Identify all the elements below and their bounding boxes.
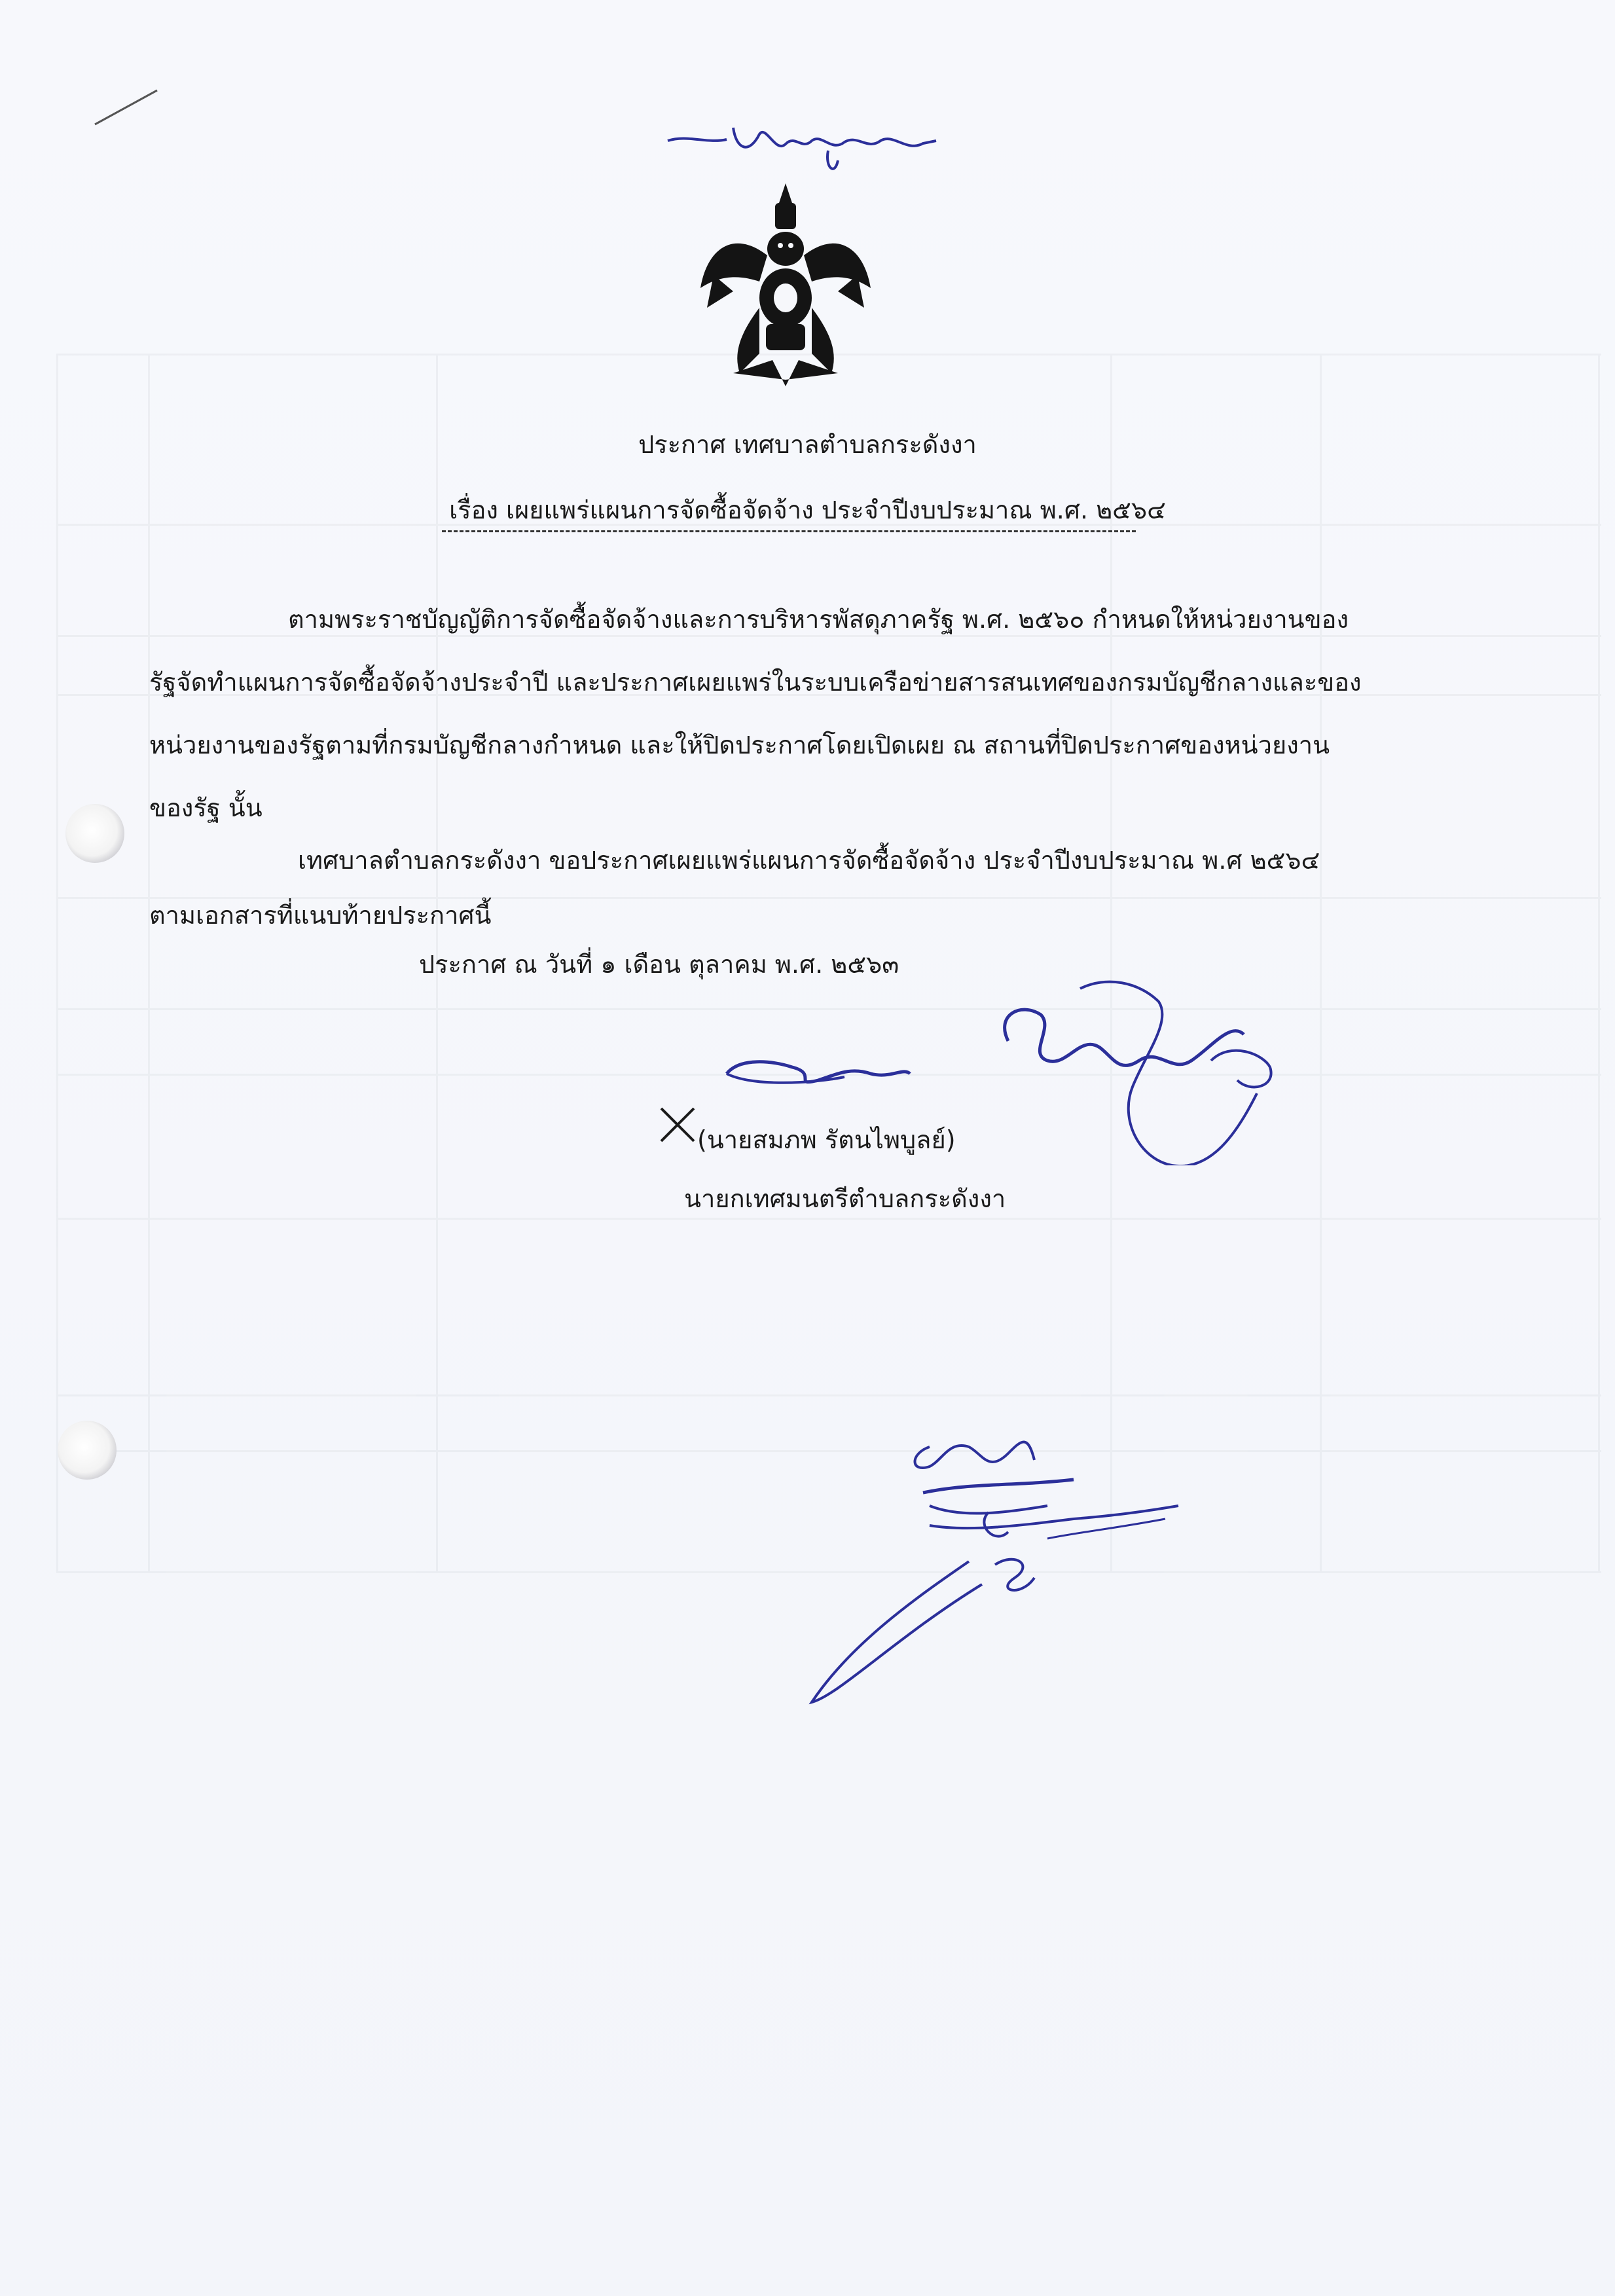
paragraph1-line4: ของรัฐ นั้น [149, 793, 263, 822]
checker-initials-mark [799, 1421, 1205, 1722]
punch-hole-icon [65, 804, 124, 863]
garuda-emblem-icon [694, 177, 877, 393]
announcement-subject: เรื่อง เผยแพร่แผนการจัดซื้อจัดจ้าง ประจำปีงบประมาณ พ.ศ. ๒๕๖๔ [449, 496, 1166, 524]
pen-stroke-mark [92, 85, 164, 131]
paragraph2-line2: ตามเอกสารที่แนบท้ายประกาศนี้ [149, 901, 492, 930]
dashed-divider [442, 530, 1136, 532]
announcement-date: ประกาศ ณ วันที่ ๑ เดือน ตุลาคม พ.ศ. ๒๕๖๓ [419, 950, 899, 979]
handwritten-note [661, 115, 943, 187]
paragraph1-line3: หน่วยงานของรัฐตามที่กรมบัญชีกลางกำหนด และให้ปิดประกาศโดยเปิดเผย ณ สถานที่ปิดประกาศของหน่วยงาน [149, 731, 1330, 759]
signer-name: (นายสมภพ รัตนไพบูลย์) [697, 1125, 956, 1154]
signer-position: นายกเทศมนตรีตำบลกระดังงา [684, 1184, 1006, 1213]
punch-hole-icon [58, 1421, 117, 1480]
paragraph1-line2: รัฐจัดทำแผนการจัดซื้อจัดจ้างประจำปี และประกาศเผยแพร่ในระบบเครือข่ายสารสนเทศของกรมบัญชีกลางและของ [149, 668, 1362, 697]
paragraph1-line1: ตามพระราชบัญญัติการจัดซื้อจัดจ้างและการบริหารพัสดุภาครัฐ พ.ศ. ๒๕๖๐ กำหนดให้หน่วยงานของ [288, 605, 1349, 634]
paragraph2-line1: เทศบาลตำบลกระดังงา ขอประกาศเผยแพร่แผนการจัดซื้อจัดจ้าง ประจำปีงบประมาณ พ.ศ ๒๕๖๔ [298, 846, 1320, 875]
announcement-title: ประกาศ เทศบาลตำบลกระดังงา [638, 430, 977, 459]
x-mark [658, 1105, 697, 1144]
